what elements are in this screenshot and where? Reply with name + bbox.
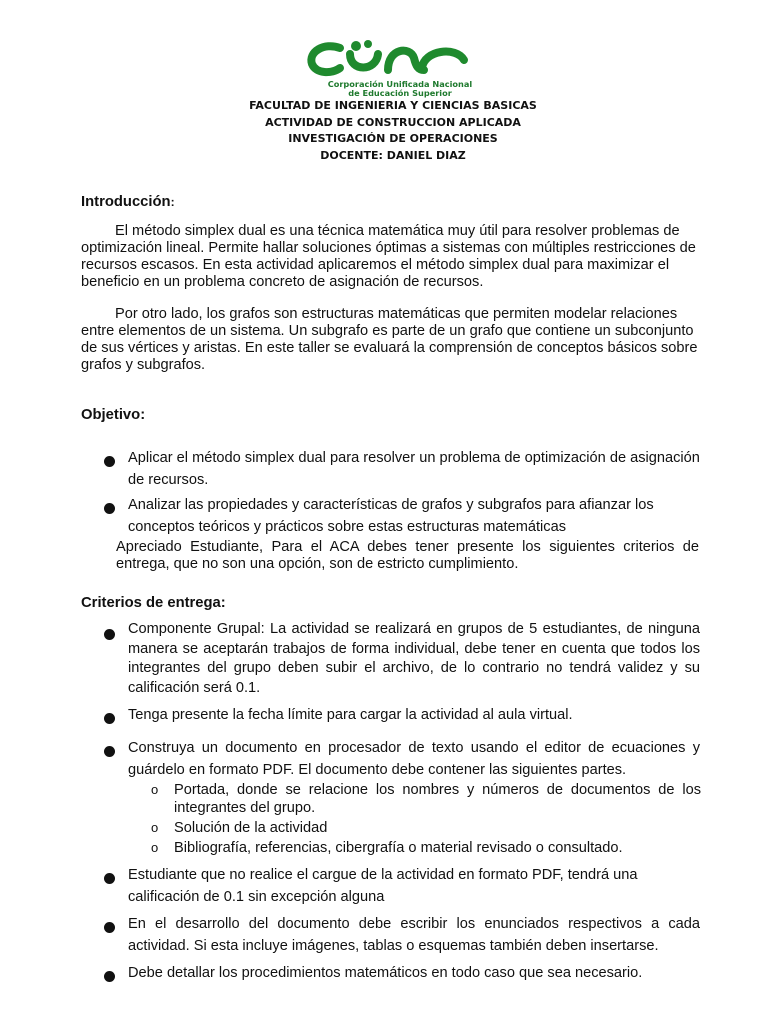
criteria-subitem-1-text: Portada, donde se relacione los nombres y números de documentos de los integrantes del grupo.: [174, 782, 701, 816]
bullet-icon: [104, 873, 115, 884]
criteria-item-3-text: Construya un documento en procesador de texto usando el editor de ecuaciones y guárdelo en formato PDF. El documento debe contener las siguientes partes.: [128, 740, 700, 778]
objective-item: [104, 494, 700, 538]
criteria-item: [104, 704, 700, 726]
criteria-item: [104, 620, 700, 698]
objective-item-1-text: Aplicar el método simplex dual para resolver un problema de optimización de asignación de recursos.: [128, 450, 700, 488]
intro-heading: [81, 194, 175, 211]
bullet-icon: [104, 503, 115, 514]
criteria-heading: Criterios de entrega:: [81, 595, 226, 611]
logo-line2: de Educación Superior: [348, 88, 452, 98]
criteria-item-6-text: Debe detallar los procedimientos matemáticos en todo caso que sea necesario.: [128, 965, 643, 981]
subitem-marker: o: [151, 782, 159, 797]
intro-heading-text: Introducción: [81, 194, 171, 210]
intro-paragraph-1: [81, 223, 699, 291]
criteria-item-4-text: Estudiante que no realice el cargue de la actividad en formato PDF, tendrá una calificación de 0.1 sin excepción alguna: [128, 867, 638, 905]
faculty-line: FACULTAD DE INGENIERIA Y CIENCIAS BASICAS: [249, 99, 537, 112]
bullet-icon: [104, 746, 115, 757]
criteria-subitem: [151, 781, 701, 817]
objective-heading: Objetivo:: [81, 407, 146, 423]
objective-item: [104, 447, 700, 491]
criteria-subitem: [151, 819, 701, 837]
activity-line: ACTIVIDAD DE CONSTRUCCION APLICADA: [265, 115, 521, 129]
teacher-line: DOCENTE: DANIEL DIAZ: [320, 148, 466, 162]
criteria-subitem: [151, 839, 701, 857]
criteria-subitem-3-text: Bibliografía, referencias, cibergrafía o material revisado o consultado.: [174, 840, 623, 856]
criteria-item: [104, 737, 700, 781]
subitem-marker: o: [151, 840, 159, 855]
student-note-text: Apreciado Estudiante, Para el ACA debes tener presente los siguientes criterios de entrega, que no son una opción, son de estricto cumplimiento.: [116, 539, 699, 572]
document-header: [150, 98, 636, 164]
intro-p1-text: El método simplex dual es una técnica matemática muy útil para resolver problemas de optimización lineal. Permite hallar soluciones óptimas a sistemas con múltiples restricciones de recursos escasos. En esta actividad aplicaremos el método simplex dual para maximizar el beneficio en un problema concreto de asignación de recursos.: [81, 223, 696, 290]
logo-line1: Corporación Unificada Nacional: [327, 79, 473, 89]
bullet-icon: [104, 713, 115, 724]
criteria-item-1-text: Componente Grupal: La actividad se realizará en grupos de 5 estudiantes, de ninguna manera se aceptarán trabajos de forma individual, debe tener en cuenta que todos los integrantes del grupo deben subir el archivo, de lo contrario no tendrá validez y su calificación será 0.1.: [128, 621, 700, 696]
criteria-subitem-2-text: Solución de la actividad: [174, 820, 328, 836]
student-note: [116, 539, 699, 572]
logo-caption: [310, 80, 490, 98]
criteria-item: [104, 864, 700, 908]
subitem-marker: o: [151, 820, 159, 835]
criteria-item-2-text: Tenga presente la fecha límite para cargar la actividad al aula virtual.: [128, 707, 573, 723]
cun-logo-mark: [306, 38, 470, 82]
intro-paragraph-2: [81, 306, 699, 374]
bullet-icon: [104, 456, 115, 467]
bullet-icon: [104, 971, 115, 982]
intro-heading-colon: :: [170, 195, 175, 209]
criteria-item: [104, 913, 700, 957]
course-line: INVESTIGACIÓN DE OPERACIONES: [288, 132, 498, 145]
criteria-item: [104, 962, 700, 984]
intro-p2-text: Por otro lado, los grafos son estructuras matemáticas que permiten modelar relaciones entre elementos de un sistema. Un subgrafo es parte de un grafo que contiene un subconjunto de sus vértices y aristas. En este taller se evaluará la comprensión de conceptos básicos sobre grafos y subgrafos.: [81, 306, 698, 373]
bullet-icon: [104, 629, 115, 640]
bullet-icon: [104, 922, 115, 933]
criteria-item-5-text: En el desarrollo del documento debe escribir los enunciados respectivos a cada actividad. Si esta incluye imágenes, tablas o esquemas también deben insertarse.: [128, 916, 700, 954]
objective-item-2-text: Analizar las propiedades y características de grafos y subgrafos para afianzar los conceptos teóricos y prácticos sobre estas estructuras matemáticas: [128, 497, 654, 535]
